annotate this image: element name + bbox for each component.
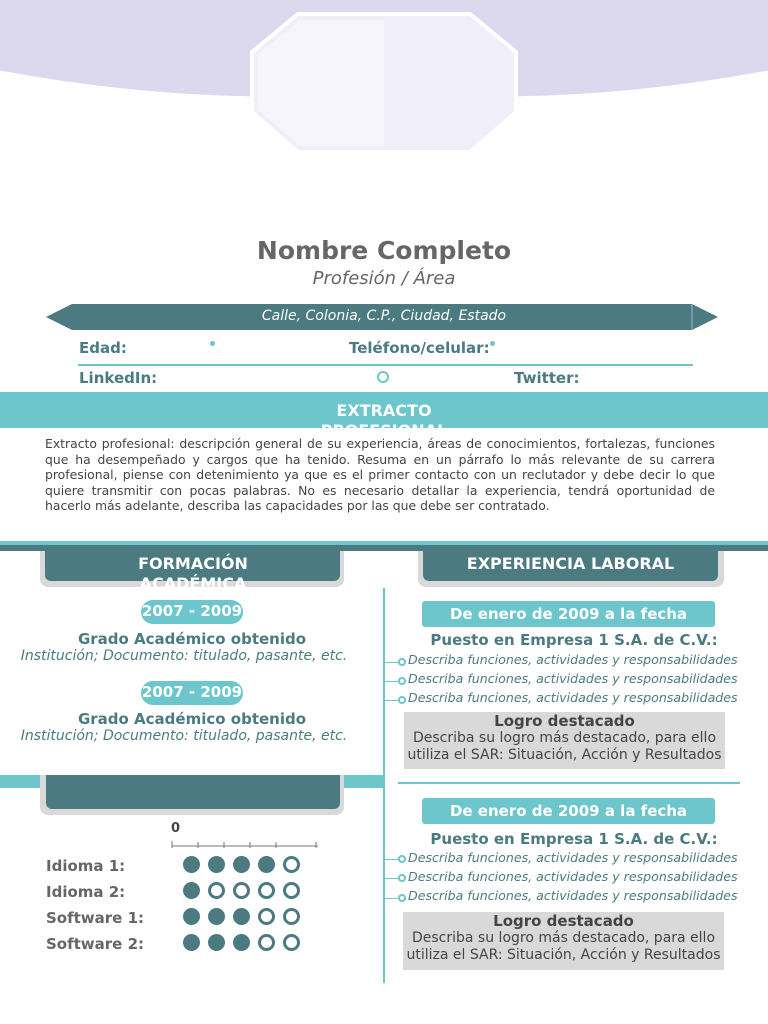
rating-dot-empty (258, 882, 275, 899)
education-degree: Grado Académico obtenido (77, 710, 307, 728)
linkedin-label: LinkedIn: (79, 369, 158, 387)
rating-dot-empty (233, 882, 250, 899)
rating-dot-empty (283, 856, 300, 873)
bullet-icon (398, 855, 406, 863)
job-function: Describa funciones, actividades y responsabilidades (408, 888, 738, 903)
bullet-icon (398, 894, 406, 902)
rating-dot-empty (258, 908, 275, 925)
achievement-box (404, 712, 725, 769)
bullet-icon (398, 677, 406, 685)
job-divider (398, 782, 740, 784)
extract-text: Extracto profesional: descripción general de su experiencia, áreas de conocimientos, fortalezas, funciones que ha desempeñado y cargos que ha tenido. Resuma en un párrafo lo más relevante de su carrera profesional, piense con detenimiento ya que es el primer contacto con un reclutador y debe decir lo que quiere transmitir con pocas palabras. No es necesario detallar la experiencia, tendrá oportunidad de hacerlo más adelante, describa las capacidades por las que debe ser contratado. (45, 436, 715, 513)
contact-divider (78, 364, 693, 366)
phone-label: Teléfono/celular: (349, 339, 490, 357)
bullet-icon (398, 696, 406, 704)
job-function: Describa funciones, actividades y responsabilidades (408, 652, 738, 667)
achievement-title: Logro destacado (494, 712, 635, 730)
job-dates: De enero de 2009 a la fecha (422, 798, 715, 824)
achievement-title: Logro destacado (493, 912, 634, 930)
education-institution: Institución; Documento: titulado, pasante, etc. (20, 728, 348, 744)
age-label: Edad: (79, 339, 127, 357)
profession: Profesión / Área (312, 268, 456, 289)
rating-dot-filled (208, 856, 225, 873)
rating-dot-filled (258, 856, 275, 873)
education-title: FORMACIÓN ACADÉMICA (138, 554, 248, 593)
achievement-text: Describa su logro más destacado, para ello utiliza el SAR: Situación, Acción y Resultados (406, 930, 721, 963)
skill-label: Idioma 2: (46, 883, 126, 901)
education-institution: Institución; Documento: titulado, pasante, etc. (20, 648, 348, 664)
full-name: Nombre Completo (256, 236, 512, 265)
job-function: Describa funciones, actividades y responsabilidades (408, 850, 738, 865)
scale-ruler (170, 836, 320, 850)
job-function: Describa funciones, actividades y responsabilidades (408, 869, 738, 884)
twitter-label: Twitter: (514, 369, 580, 387)
rating-dot-filled (208, 934, 225, 951)
rating-dot-empty (283, 882, 300, 899)
ring-icon (377, 371, 389, 383)
achievement-box (403, 912, 724, 970)
scale-label: 0 (171, 821, 181, 836)
experience-title: EXPERIENCIA LABORAL (466, 554, 675, 573)
job-function: Describa funciones, actividades y responsabilidades (408, 690, 738, 705)
bullet-icon (398, 874, 406, 882)
skill-label: Software 1: (46, 909, 145, 927)
bullet-icon (398, 658, 406, 666)
job-function: Describa funciones, actividades y responsabilidades (408, 671, 738, 686)
bullet-icon (490, 341, 495, 346)
rating-dot-empty (283, 934, 300, 951)
timeline-line (383, 588, 385, 983)
rating-dot-filled (208, 908, 225, 925)
rating-dot-empty (258, 934, 275, 951)
extract-title: EXTRACTO PROFESIONAL (320, 401, 448, 440)
rating-dot-filled (233, 934, 250, 951)
achievement-text: Describa su logro más destacado, para ello utiliza el SAR: Situación, Acción y Resultados (407, 730, 722, 763)
skill-label: Idioma 1: (46, 857, 126, 875)
education-years: 2007 - 2009 (141, 600, 243, 624)
skill-label: Software 2: (46, 935, 145, 953)
header-banner (0, 0, 768, 160)
rating-dot-filled (233, 856, 250, 873)
bullet-icon (210, 341, 215, 346)
address-text: Calle, Colonia, C.P., Ciudad, Estado (261, 308, 507, 324)
job-dates: De enero de 2009 a la fecha (422, 601, 715, 627)
rating-dot-filled (183, 882, 200, 899)
skills-header (46, 775, 340, 809)
education-degree: Grado Académico obtenido (77, 630, 307, 648)
rating-dot-filled (183, 934, 200, 951)
job-position: Puesto en Empresa 1 S.A. de C.V.: (430, 830, 718, 848)
education-years: 2007 - 2009 (141, 681, 243, 705)
photo-frame (252, 14, 516, 152)
rating-dot-filled (183, 908, 200, 925)
rating-dot-filled (183, 856, 200, 873)
rating-dot-filled (233, 908, 250, 925)
rating-dot-empty (208, 882, 225, 899)
rating-dot-empty (283, 908, 300, 925)
job-position: Puesto en Empresa 1 S.A. de C.V.: (430, 631, 718, 649)
